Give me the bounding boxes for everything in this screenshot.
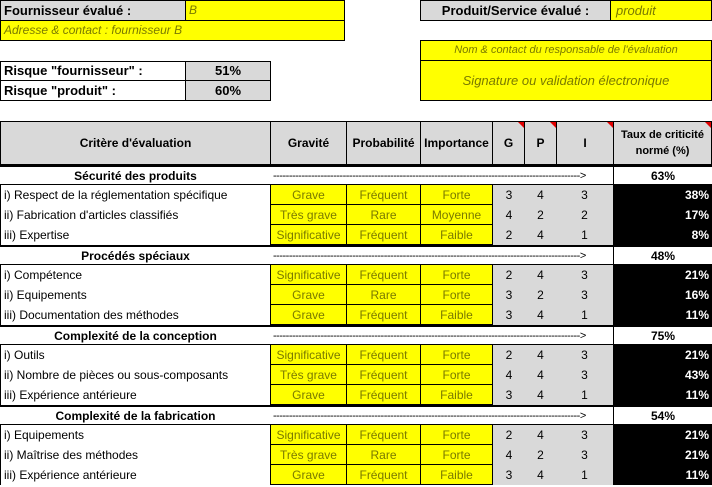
col-header-criterion: Critère d'évaluation [0, 121, 271, 165]
p-score: 4 [524, 305, 557, 325]
responsible-contact-field[interactable]: Nom & contact du responsable de l'évaluation [420, 40, 712, 61]
col-header-gravity: Gravité [270, 121, 347, 165]
col-header-importance: Importance [420, 121, 493, 165]
criticality-rate: 17% [613, 205, 712, 225]
table-row [0, 185, 712, 205]
p-score: 4 [524, 365, 557, 385]
section-arrow: -------------------------------------------------------------------------------------------------> [273, 169, 586, 182]
g-score: 3 [492, 285, 525, 305]
comment-marker-icon[interactable] [705, 122, 711, 128]
probability-select[interactable]: Fréquent [346, 225, 421, 245]
section-title: Procédés spéciaux [81, 248, 190, 263]
table-row [0, 285, 712, 305]
probability-select[interactable]: Fréquent [346, 185, 421, 205]
criticality-rate: 11% [613, 305, 712, 325]
i-score: 3 [556, 425, 614, 445]
i-score: 1 [556, 385, 614, 405]
p-score: 2 [524, 445, 557, 465]
criterion-label: i) Equipements [0, 425, 271, 445]
i-score: 3 [556, 265, 614, 285]
col-header-p-label: P [536, 136, 545, 150]
probability-select[interactable]: Fréquent [346, 305, 421, 325]
col-header-g-label: G [503, 136, 514, 150]
p-score: 4 [524, 185, 557, 205]
section-title: Complexité de la fabrication [55, 408, 216, 423]
section-row [0, 405, 712, 425]
i-score: 3 [556, 445, 614, 465]
g-score: 3 [492, 385, 525, 405]
gravity-select[interactable]: Significative [270, 265, 347, 285]
col-header-g [492, 121, 525, 165]
criticality-rate: 11% [613, 385, 712, 405]
importance-select[interactable]: Forte [420, 365, 493, 385]
importance-select[interactable]: Faible [420, 385, 493, 405]
section-rate: 48% [613, 247, 712, 264]
g-score: 3 [492, 305, 525, 325]
col-header-rate [613, 121, 712, 165]
gravity-select[interactable]: Significative [270, 425, 347, 445]
probability-select[interactable]: Rare [346, 285, 421, 305]
probability-select[interactable]: Fréquent [346, 365, 421, 385]
importance-select[interactable]: Forte [420, 285, 493, 305]
importance-select[interactable]: Faible [420, 225, 493, 245]
i-score: 1 [556, 225, 614, 245]
i-score: 2 [556, 205, 614, 225]
section-rate: 63% [613, 167, 712, 184]
section-arrow: -------------------------------------------------------------------------------------------------> [273, 249, 586, 262]
probability-select[interactable]: Fréquent [346, 425, 421, 445]
g-score: 2 [492, 345, 525, 365]
table-row [0, 265, 712, 285]
section-rate: 75% [613, 327, 712, 344]
g-score: 2 [492, 265, 525, 285]
importance-select[interactable]: Forte [420, 425, 493, 445]
table-row [0, 345, 712, 365]
section-arrow: -------------------------------------------------------------------------------------------------> [273, 409, 586, 422]
section-row [0, 325, 712, 345]
section-title: Sécurité des produits [74, 168, 197, 183]
table-row [0, 365, 712, 385]
risk-supplier-value: 51% [185, 61, 271, 81]
g-score: 2 [492, 225, 525, 245]
signature-field[interactable]: Signature ou validation électronique [420, 60, 712, 101]
criterion-label: ii) Maîtrise des méthodes [0, 445, 271, 465]
p-score: 4 [524, 465, 557, 485]
i-score: 3 [556, 285, 614, 305]
address-contact-field[interactable]: Adresse & contact : fournisseur B [0, 20, 345, 41]
gravity-select[interactable]: Grave [270, 285, 347, 305]
i-score: 3 [556, 185, 614, 205]
i-score: 1 [556, 305, 614, 325]
supplier-label: Fournisseur évalué : [0, 0, 186, 21]
table-header-row [0, 121, 712, 165]
importance-select[interactable]: Faible [420, 465, 493, 485]
criterion-label: ii) Nombre de pièces ou sous-composants [0, 365, 271, 385]
criticality-rate: 16% [613, 285, 712, 305]
criticality-rate: 11% [613, 465, 712, 485]
col-header-p [524, 121, 557, 165]
i-score: 1 [556, 465, 614, 485]
p-score: 4 [524, 225, 557, 245]
col-header-i [556, 121, 614, 165]
gravity-select[interactable]: Très grave [270, 365, 347, 385]
g-score: 4 [492, 365, 525, 385]
probability-select[interactable]: Fréquent [346, 465, 421, 485]
p-score: 4 [524, 385, 557, 405]
table-row [0, 205, 712, 225]
criterion-label: ii) Fabrication d'articles classifiés [0, 205, 271, 225]
criterion-label: i) Respect de la réglementation spécifique [0, 185, 271, 205]
criterion-label: iii) Expérience antérieure [0, 465, 271, 485]
table-row [0, 385, 712, 405]
importance-select[interactable]: Forte [420, 345, 493, 365]
criticality-rate: 21% [613, 345, 712, 365]
table-row [0, 425, 712, 445]
criticality-rate: 21% [613, 265, 712, 285]
col-header-rate-label: Taux de criticité normé (%) [621, 128, 704, 157]
g-score: 4 [492, 445, 525, 465]
probability-select[interactable]: Fréquent [346, 385, 421, 405]
table-row [0, 445, 712, 465]
p-score: 4 [524, 345, 557, 365]
risk-supplier-label: Risque "fournisseur" : [0, 61, 186, 81]
risk-product-value: 60% [185, 80, 271, 101]
section-title: Complexité de la conception [54, 328, 217, 343]
risk-product-label: Risque "produit" : [0, 80, 186, 101]
gravity-select[interactable]: Significative [270, 345, 347, 365]
criterion-label: i) Outils [0, 345, 271, 365]
g-score: 3 [492, 465, 525, 485]
p-score: 2 [524, 205, 557, 225]
gravity-select[interactable]: Significative [270, 225, 347, 245]
criticality-rate: 43% [613, 365, 712, 385]
table-row [0, 305, 712, 325]
probability-select[interactable]: Fréquent [346, 345, 421, 365]
probability-select[interactable]: Rare [346, 445, 421, 465]
gravity-select[interactable]: Grave [270, 465, 347, 485]
section-row [0, 165, 712, 185]
gravity-select[interactable]: Très grave [270, 445, 347, 465]
p-score: 4 [524, 425, 557, 445]
g-score: 2 [492, 425, 525, 445]
criterion-label: iii) Expertise [0, 225, 271, 245]
supplier-value-field[interactable]: B [185, 0, 345, 21]
g-score: 3 [492, 185, 525, 205]
p-score: 4 [524, 265, 557, 285]
i-score: 3 [556, 345, 614, 365]
importance-select[interactable]: Forte [420, 265, 493, 285]
importance-select[interactable]: Moyenne [420, 205, 493, 225]
section-rate: 54% [613, 407, 712, 424]
i-score: 3 [556, 365, 614, 385]
criterion-label: ii) Equipements [0, 285, 271, 305]
criticality-rate: 21% [613, 425, 712, 445]
importance-select[interactable]: Forte [420, 185, 493, 205]
product-value-field[interactable]: produit [610, 0, 712, 21]
gravity-select[interactable]: Grave [270, 385, 347, 405]
criticality-rate: 38% [613, 185, 712, 205]
g-score: 4 [492, 205, 525, 225]
criterion-label: iii) Documentation des méthodes [0, 305, 271, 325]
table-row [0, 465, 712, 485]
col-header-i-label: I [583, 136, 587, 150]
criticality-rate: 8% [613, 225, 712, 245]
table-row [0, 225, 712, 245]
gravity-select[interactable]: Grave [270, 305, 347, 325]
col-header-probability: Probabilité [346, 121, 421, 165]
importance-select[interactable]: Faible [420, 305, 493, 325]
section-row [0, 245, 712, 265]
gravity-select[interactable]: Très grave [270, 205, 347, 225]
criterion-label: i) Compétence [0, 265, 271, 285]
section-arrow: -------------------------------------------------------------------------------------------------> [273, 329, 586, 342]
importance-select[interactable]: Forte [420, 445, 493, 465]
criterion-label: iii) Expérience antérieure [0, 385, 271, 405]
gravity-select[interactable]: Grave [270, 185, 347, 205]
criticality-rate: 21% [613, 445, 712, 465]
probability-select[interactable]: Rare [346, 205, 421, 225]
p-score: 2 [524, 285, 557, 305]
probability-select[interactable]: Fréquent [346, 265, 421, 285]
product-label: Produit/Service évalué : [420, 0, 611, 21]
